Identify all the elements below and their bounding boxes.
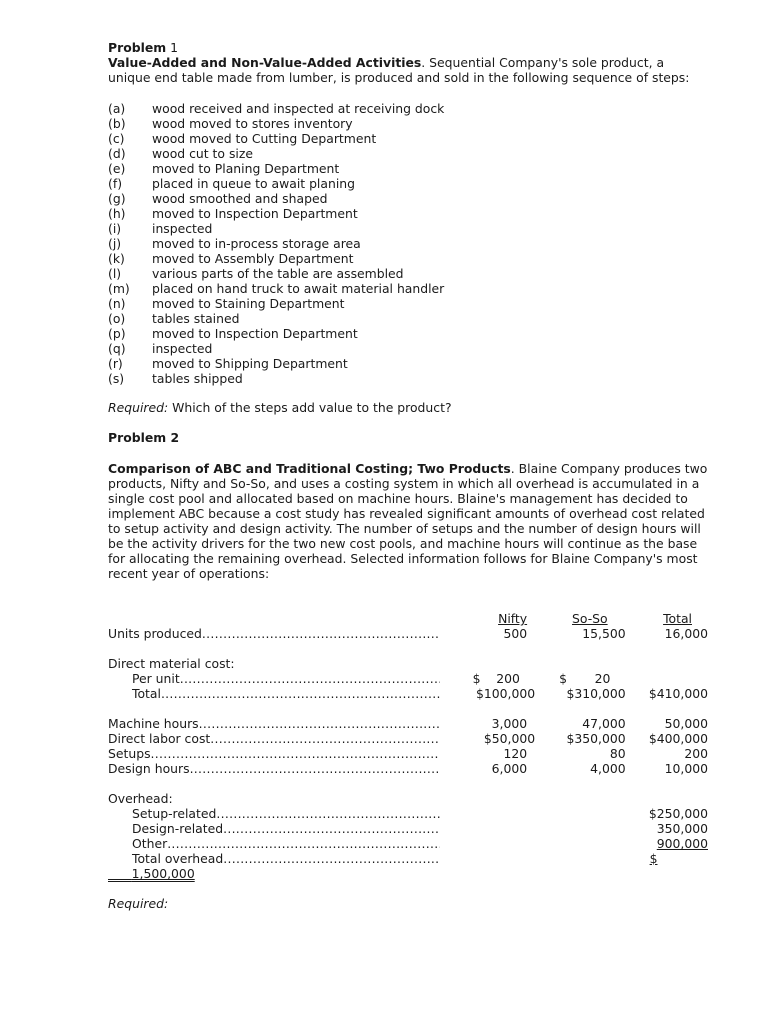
steps-list — [108, 101, 708, 386]
problem2-intro — [108, 461, 708, 581]
table-row: Overhead: — [108, 791, 173, 806]
step-text: tables stained — [152, 311, 240, 326]
list-item — [108, 236, 708, 251]
table-row: Total ..... $100,000 $310,000 $410,000 — [108, 686, 708, 701]
problem2-intro-text: . Blaine Company produces two products, Nifty and So-So, and uses a costing system in which all overhead is accumulated in a single cost pool and allocated based on machine hours. Blaine's management has decided to implement ABC because a cost study has revealed significant amounts of overhead cost related to setup activity and design activity. The number of setups and the number of design hours will be the activity drivers for the two new cost pools, and machine hours will continue as the base for allocating the remaining overhead. Selected information follows for Blaine Company's most recent year of operations: — [108, 461, 708, 581]
table-row: 1,500,000 — [131, 866, 195, 881]
list-item — [108, 161, 708, 176]
step-label: (s) — [108, 371, 125, 386]
list-item — [108, 146, 708, 161]
table-row: Machine hours ..... 3,000 47,000 50,000 — [108, 716, 708, 731]
step-label: (k) — [108, 251, 125, 266]
table-row: Setup-related ..... $250,000 — [108, 806, 708, 821]
document-page — [108, 40, 708, 911]
step-label: (d) — [108, 146, 126, 161]
problem1-title: Value-Added and Non-Value-Added Activities — [108, 55, 422, 70]
step-label: (h) — [108, 206, 126, 221]
step-text: moved to Inspection Department — [152, 206, 358, 221]
table-row: Units produced ..... 500 15,500 16,000 — [108, 626, 708, 641]
step-text: moved to Planing Department — [152, 161, 340, 176]
problem1-intro — [108, 55, 708, 85]
list-item — [108, 326, 708, 341]
list-item — [108, 371, 708, 386]
step-text: moved to Staining Department — [152, 296, 345, 311]
list-item — [108, 206, 708, 221]
list-item — [108, 251, 708, 266]
step-label: (r) — [108, 356, 123, 371]
step-text: wood cut to size — [152, 146, 253, 161]
cost-data-table — [108, 611, 708, 881]
problem2-required: Required: — [108, 896, 169, 911]
list-item — [108, 116, 708, 131]
step-label: (j) — [108, 236, 122, 251]
step-label: (l) — [108, 266, 122, 281]
step-text: inspected — [152, 221, 213, 236]
step-text: wood moved to Cutting Department — [152, 131, 377, 146]
col-total: Total — [663, 611, 692, 626]
table-row: Design hours ..... 6,000 4,000 10,000 — [108, 761, 708, 776]
table-row: Design-related ..... 350,000 — [108, 821, 708, 836]
step-label: (p) — [108, 326, 126, 341]
step-text: inspected — [152, 341, 213, 356]
list-item — [108, 221, 708, 236]
step-text: moved to in-process storage area — [152, 236, 361, 251]
step-label: (i) — [108, 221, 122, 236]
table-header-row — [108, 611, 708, 626]
step-text: placed in queue to await planing — [152, 176, 355, 191]
list-item — [108, 341, 708, 356]
step-label: (g) — [108, 191, 126, 206]
problem1-required: Required: Which of the steps add value to the product? — [108, 400, 452, 415]
step-text: moved to Assembly Department — [152, 251, 354, 266]
step-text: tables shipped — [152, 371, 243, 386]
step-text: placed on hand truck to await material handler — [152, 281, 445, 296]
step-text: wood smoothed and shaped — [152, 191, 328, 206]
step-text: various parts of the table are assembled — [152, 266, 404, 281]
step-label: (c) — [108, 131, 125, 146]
table-row: Direct labor cost ..... $50,000 $350,000 $400,000 — [108, 731, 708, 746]
step-text: wood received and inspected at receiving dock — [152, 101, 445, 116]
list-item — [108, 266, 708, 281]
list-item — [108, 131, 708, 146]
step-label: (o) — [108, 311, 126, 326]
step-text: wood moved to stores inventory — [152, 116, 353, 131]
step-label: (q) — [108, 341, 126, 356]
problem1-heading: Problem 1 — [108, 40, 178, 55]
list-item — [108, 176, 708, 191]
step-text: moved to Shipping Department — [152, 356, 348, 371]
list-item — [108, 311, 708, 326]
table-row: Direct material cost: — [108, 656, 235, 671]
col-soso: So-So — [572, 611, 608, 626]
problem1-intro-text: . Sequential Company's sole product, a unique end table made from lumber, is produced and sold in the following sequence of steps: — [108, 55, 690, 85]
step-label: (e) — [108, 161, 126, 176]
list-item — [108, 101, 708, 116]
step-text: moved to Inspection Department — [152, 326, 358, 341]
problem2-title: Comparison of ABC and Traditional Costing; Two Products — [108, 461, 511, 476]
step-label: (b) — [108, 116, 126, 131]
table-row: Other ..... 900,000 — [108, 836, 708, 851]
list-item — [108, 296, 708, 311]
table-row: Total overhead ..... $ — [108, 851, 708, 866]
list-item — [108, 191, 708, 206]
problem2-heading: Problem 2 — [108, 430, 180, 445]
step-label: (a) — [108, 101, 126, 116]
step-label: (n) — [108, 296, 126, 311]
step-label: (m) — [108, 281, 130, 296]
col-nifty: Nifty — [498, 611, 528, 626]
table-row: Setups ..... 120 80 200 — [108, 746, 708, 761]
list-item — [108, 356, 708, 371]
table-row: Per unit ..... $ 200 $ 20 — [108, 671, 708, 686]
list-item — [108, 281, 708, 296]
step-label: (f) — [108, 176, 123, 191]
